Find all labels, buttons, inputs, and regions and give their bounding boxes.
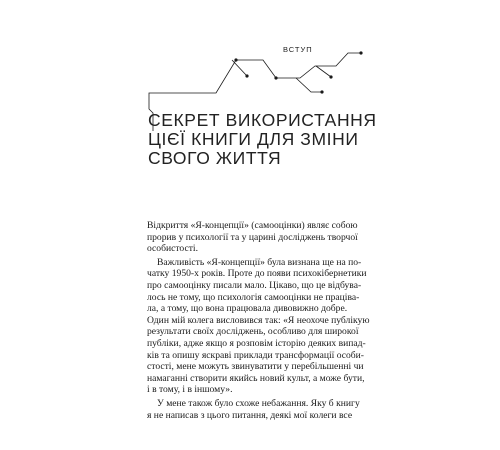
text-line: лось не тому, що психологія самооцінки не праціва- — [147, 291, 360, 303]
text-line: намаганні створити якийсь новий культ, а може бути, — [147, 372, 365, 384]
line-node — [234, 58, 237, 61]
text-line: особистості. — [147, 243, 198, 255]
line-node — [274, 76, 277, 79]
chapter-title-line: ЦІЄЇ КНИГИ ДЛЯ ЗМІНИ — [148, 129, 359, 149]
text-line: про самооцінку писали мало. Цікаво, що це відбува- — [147, 279, 362, 291]
text-line: я не написав з цього питання, деякі мої колеги все — [147, 409, 353, 421]
paragraph — [147, 398, 363, 421]
line-node — [320, 90, 323, 93]
text-line: Один мій колега висловився так: «Я неохоче публікую — [147, 314, 370, 326]
text-line: ків та опишу яскраві приклади трансформації особи- — [147, 349, 365, 361]
text-line: результати своїх досліджень, особливо для широкої — [147, 326, 359, 338]
section-label: ВСТУП — [283, 45, 313, 54]
body-text — [147, 220, 370, 423]
chapter-title-line: СЕКРЕТ ВИКОРИСТАННЯ — [148, 110, 377, 130]
line-node — [359, 51, 362, 54]
text-line: чатку 1950-х років. Проте до появи психокібернетики — [147, 268, 367, 280]
chapter-title — [148, 111, 408, 168]
paragraph — [147, 220, 363, 255]
text-line: і в тому, і в іншому». — [147, 384, 233, 396]
text-line: прорив у психології та у царині досліджень творчої — [147, 231, 358, 243]
text-line: Відкриття «Я-концепції» (самооцінки) являє собою — [147, 220, 358, 231]
text-line: У мене також було схоже небажання. Яку б книгу — [157, 397, 360, 409]
text-line: публіки, адже якщо я розповім історію деяких випад- — [147, 337, 366, 349]
text-line: стості, мене можуть звинуватити у перебільшенні чи — [147, 361, 364, 373]
chapter-title-line: СВОГО ЖИТТЯ — [148, 148, 282, 168]
text-line: ла, а тому, що вона працювала дивовижно добре. — [147, 303, 348, 315]
line-node — [245, 74, 248, 77]
paragraph — [147, 256, 370, 396]
text-line: Важливість «Я-концепції» була визнана ще на по- — [157, 256, 362, 268]
line-node — [329, 75, 332, 78]
